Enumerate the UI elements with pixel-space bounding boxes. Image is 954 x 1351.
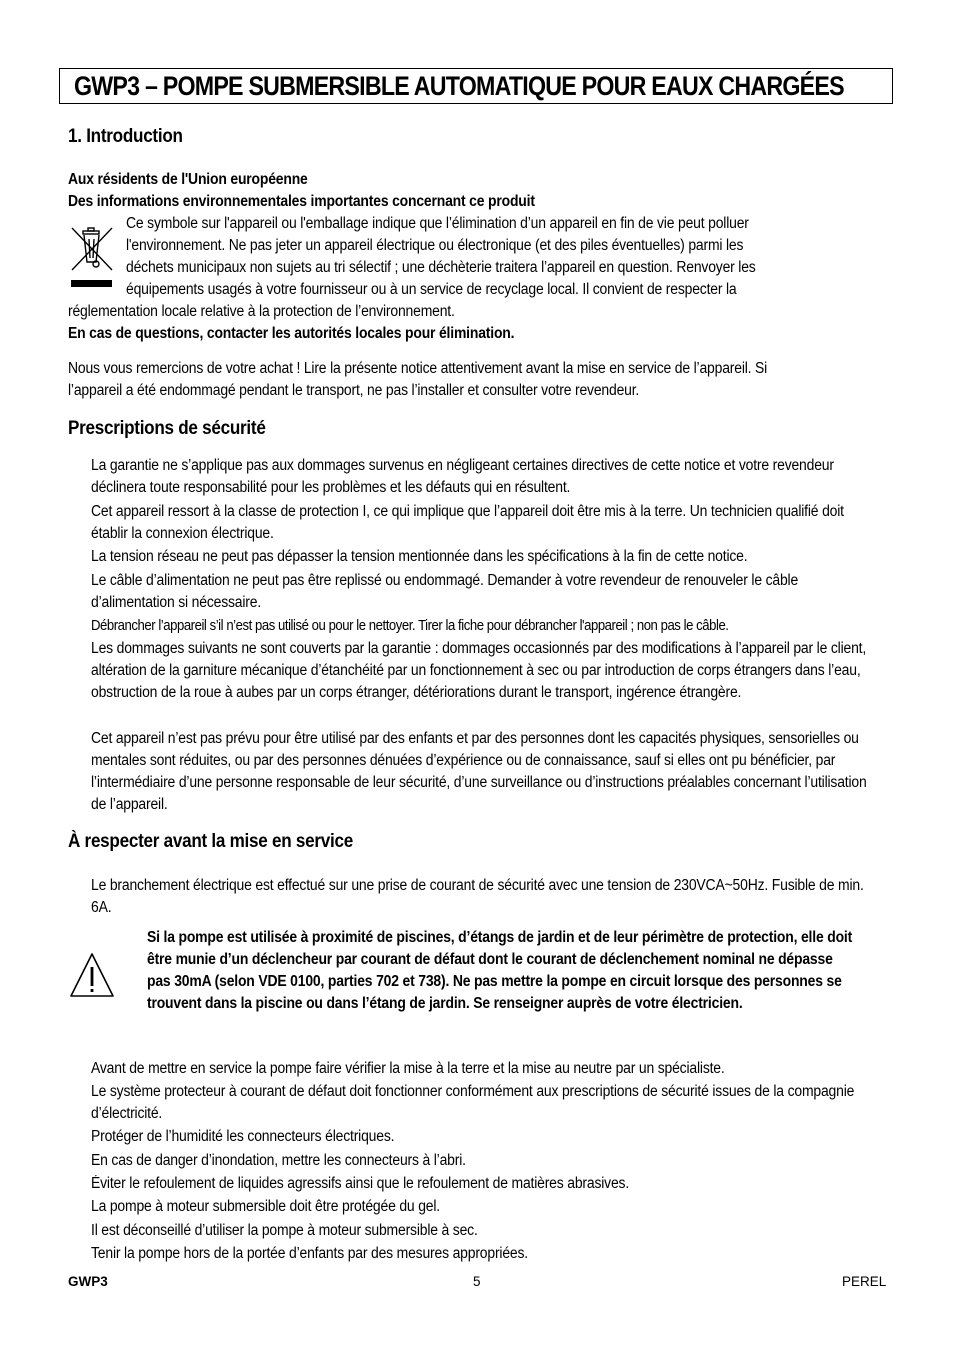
commissioning-paragraph: Tenir la pompe hors de la portée d’enfants par des mesures appropriées. <box>91 1245 528 1262</box>
commissioning-paragraph: Avant de mettre en service la pompe faire vérifier la mise à la terre et la mise au neutre par un spécialiste. <box>91 1060 725 1077</box>
safety-paragraph: Débrancher l’appareil s’il n’est pas utilisé ou pour le nettoyer. Tirer la fiche pour débrancher l'appareil ; non pas le câble. <box>91 618 729 634</box>
safety-paragraph: Cet appareil ressort à la classe de protection I, ce qui implique que l’appareil doit être mis à la terre. Un technicien qualifié doit établir la connexion électrique. <box>91 503 844 542</box>
commissioning-paragraph: Éviter le refoulement de liquides agressifs ainsi que le refoulement de matières abrasives. <box>91 1175 630 1192</box>
contact-authorities-note: En cas de questions, contacter les autorités locales pour élimination. <box>68 325 515 342</box>
safety-paragraph: Cet appareil n’est pas prévu pour être utilisé par des enfants et par des personnes dont les capacités physiques, sensorielles ou mentales sont réduites, ou par des personnes dénuées d’expérience ou de connaissance, sauf si elles ont pu bénéficier, par l’intermédiaire d’une personne responsable de leur sécurité, d’une surveillance ou d’instructions préalables concernant l’utilisation de l’appareil. <box>91 730 867 813</box>
weee-text-line: déchets municipaux non sujets au tri sélectif ; une déchèterie traitera l’appareil en question. Renvoyer les <box>126 259 756 276</box>
commissioning-paragraph: En cas de danger d’inondation, mettre les connecteurs à l’abri. <box>91 1152 466 1169</box>
commissioning-paragraph: Protéger de l’humidité les connecteurs électriques. <box>91 1128 395 1145</box>
footer-page-number: 5 <box>473 1274 481 1289</box>
document-title: GWP3 – POMPE SUBMERSIBLE AUTOMATIQUE POUR EAUX CHARGÉES <box>74 71 844 101</box>
commissioning-paragraph: La pompe à moteur submersible doit être protégée du gel. <box>91 1198 440 1215</box>
safety-paragraph: La garantie ne s’applique pas aux dommages survenus en négligeant certaines directives de cette notice et votre revendeur déclinera toute responsabilité pour les problèmes et les défauts qui en résultent. <box>91 457 834 496</box>
thanks-text-line: l’appareil a été endommagé pendant le transport, ne pas l’installer et consulter votre revendeur. <box>68 382 640 399</box>
environment-info-heading: Des informations environnementales importantes concernant ce produit <box>68 193 535 210</box>
commissioning-intro: Le branchement électrique est effectué sur une prise de courant de sécurité avec une tension de 230VCA~50Hz. Fusible de min. 6A. <box>91 877 864 916</box>
rcd-warning-text: Si la pompe est utilisée à proximité de piscines, d’étangs de jardin et de leur périmètre de protection, elle doit être munie d’un déclencheur par courant de défaut dont le courant de déclenchement nominal ne dépasse pas 30mA (selon VDE 0100, parties 702 et 738). Ne pas mettre la pompe en circuit lorsque des personnes se trouvent dans la piscine ou dans l’étang de jardin. Se renseigner auprès de votre électricien. <box>147 929 853 1012</box>
weee-text-line: réglementation locale relative à la protection de l’environnement. <box>68 303 455 320</box>
commissioning-heading: À respecter avant la mise en service <box>68 831 353 852</box>
safety-paragraph: La tension réseau ne peut pas dépasser la tension mentionnée dans les spécifications à la fin de cette notice. <box>91 548 748 565</box>
title-box <box>59 68 893 104</box>
footer-model: GWP3 <box>68 1274 108 1289</box>
weee-text-line: équipements usagés à votre fournisseur ou à un service de recyclage local. Il convient de respecter la <box>126 281 737 298</box>
commissioning-paragraph: Le système protecteur à courant de défaut doit fonctionner conformément aux prescriptions de sécurité issues de la compagnie d’électricité. <box>91 1083 855 1122</box>
weee-text-line: Ce symbole sur l'appareil ou l'emballage indique que l’élimination d’un appareil en fin de vie peut polluer <box>126 215 749 232</box>
eu-residents-heading: Aux résidents de l'Union européenne <box>68 171 308 188</box>
footer-brand: PEREL <box>842 1274 887 1289</box>
commissioning-paragraph: Il est déconseillé d’utiliser la pompe à moteur submersible à sec. <box>91 1222 478 1239</box>
safety-paragraph: Le câble d’alimentation ne peut pas être replissé ou endommagé. Demander à votre revendeur de renouveler le câble d’alimentation si nécessaire. <box>91 572 799 611</box>
weee-text-line: l'environnement. Ne pas jeter un appareil électrique ou électronique (et des piles éventuelles) parmi les <box>126 237 744 254</box>
thanks-text-line: Nous vous remercions de votre achat ! Lire la présente notice attentivement avant la mise en service de l’appareil. Si <box>68 360 768 377</box>
safety-paragraph: Les dommages suivants ne sont couverts par la garantie : dommages occasionnés par des modifications à l’appareil par le client, altération de la garniture mécanique d’étanchéité par un fonctionnement à sec ou par introduction de corps étrangers dans l’eau, obstruction de la roue à aubes par un corps étranger, détériorations durant le transport, ingérence étrangère. <box>91 640 867 701</box>
weee-bin-icon <box>68 222 116 290</box>
introduction-heading: 1. Introduction <box>68 126 183 147</box>
safety-heading: Prescriptions de sécurité <box>68 418 266 439</box>
warning-triangle-icon <box>68 951 116 999</box>
